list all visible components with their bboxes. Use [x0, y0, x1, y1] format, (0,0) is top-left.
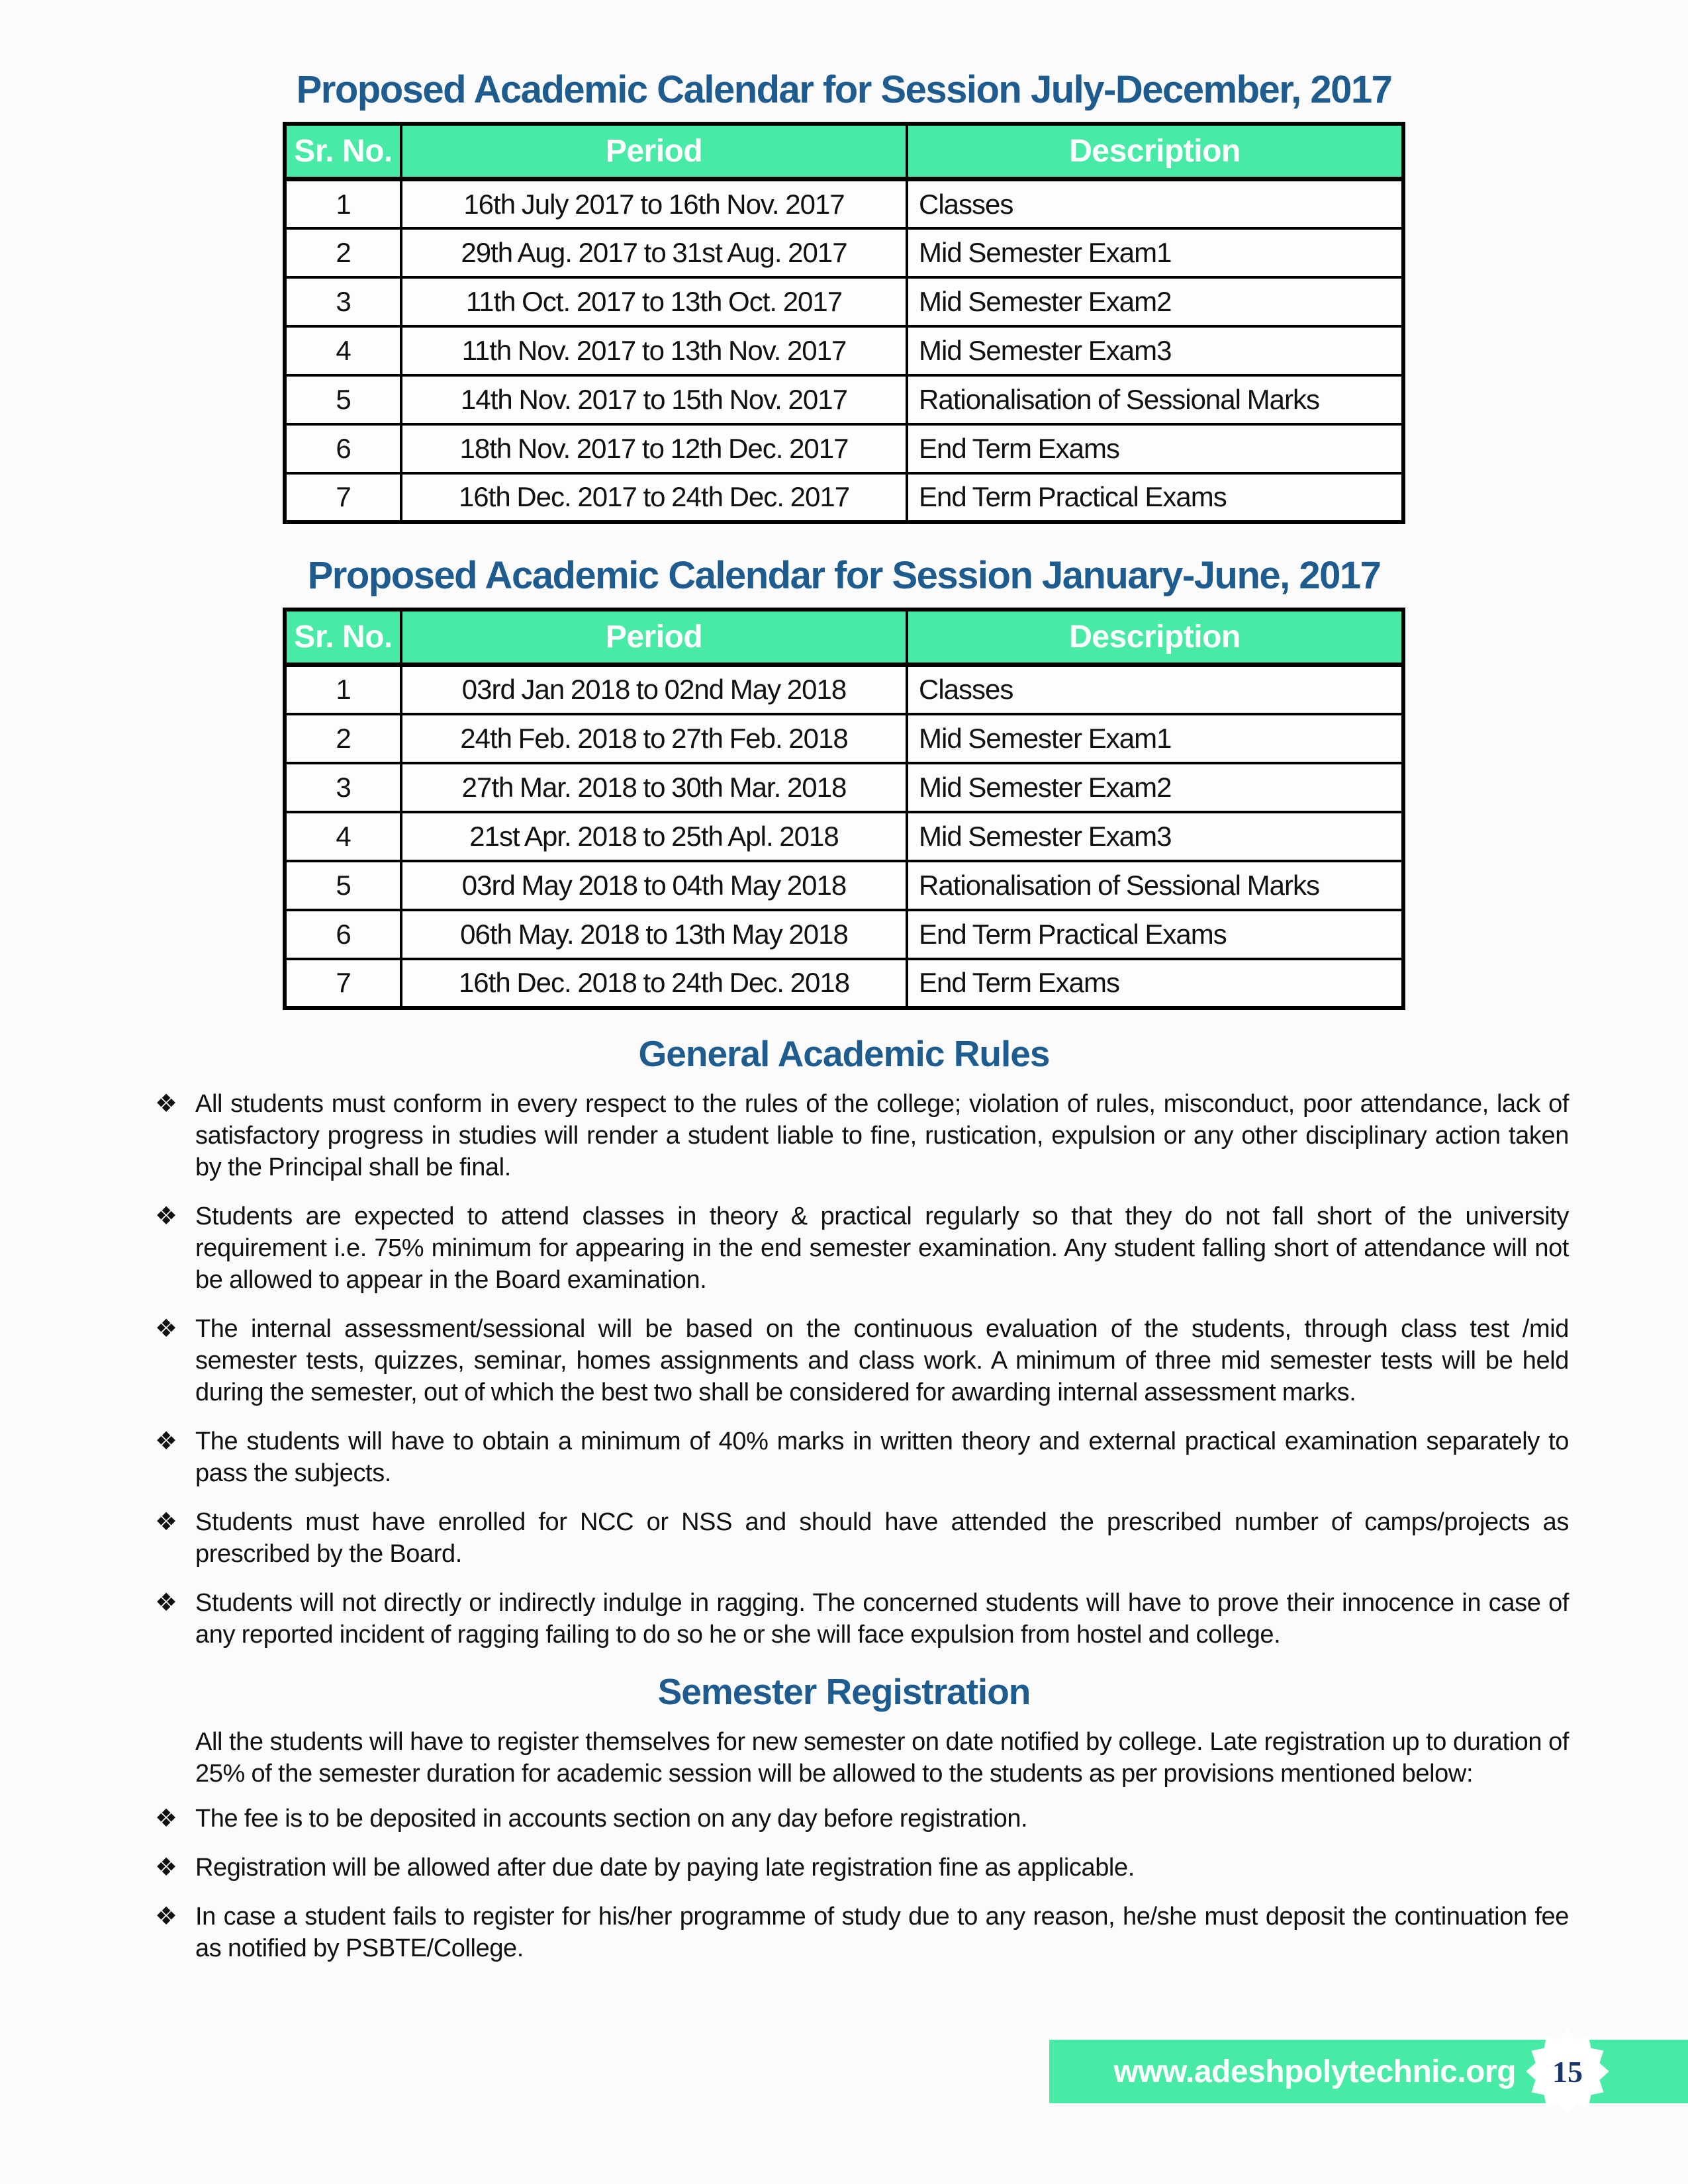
diamond-bullet-icon: ❖ — [154, 1508, 178, 1536]
diamond-bullet-icon: ❖ — [154, 1853, 178, 1882]
list-item — [142, 1803, 1569, 1835]
table-row — [285, 763, 1403, 812]
table-row — [285, 959, 1403, 1008]
table-body — [285, 179, 1403, 522]
sr-no-cell: 6 — [285, 424, 401, 473]
list-item — [142, 1852, 1569, 1884]
table-row — [285, 228, 1403, 277]
table-row — [285, 665, 1403, 714]
sr-no-cell: 3 — [285, 277, 401, 326]
sr-no-cell: 2 — [285, 228, 401, 277]
general-academic-rules-list — [142, 1088, 1569, 1651]
table-header-row — [285, 124, 1403, 179]
list-item — [142, 1088, 1569, 1183]
description-cell: Classes — [907, 179, 1403, 228]
description-cell: End Term Practical Exams — [907, 473, 1403, 522]
list-item-text: The internal assessment/sessional will be based on the continuous evaluation of the students, through class test /mid semester tests, quizzes, seminar, homes assignments and class work. A minimum of three mid semester tests will be held during the semester, out of which the best two shall be considered for awarding internal assessment marks. — [195, 1314, 1569, 1406]
sr-no-cell: 1 — [285, 179, 401, 228]
list-item — [142, 1201, 1569, 1296]
list-item-text: The students will have to obtain a minimum of 40% marks in written theory and external practical examination separately to pass the subjects. — [195, 1427, 1569, 1487]
table-row — [285, 714, 1403, 763]
calendar-table-january-june — [283, 608, 1405, 1010]
column-header-sr-no: Sr. No. — [285, 610, 401, 665]
period-cell: 16th Dec. 2017 to 24th Dec. 2017 — [401, 473, 907, 522]
diamond-bullet-icon: ❖ — [154, 1588, 178, 1617]
description-cell: End Term Exams — [907, 959, 1403, 1008]
period-cell: 06th May. 2018 to 13th May 2018 — [401, 910, 907, 959]
diamond-bullet-icon: ❖ — [154, 1314, 178, 1343]
period-cell: 03rd May 2018 to 04th May 2018 — [401, 861, 907, 910]
description-cell: Mid Semester Exam1 — [907, 228, 1403, 277]
period-cell: 03rd Jan 2018 to 02nd May 2018 — [401, 665, 907, 714]
diamond-bullet-icon: ❖ — [154, 1427, 178, 1455]
period-cell: 16th July 2017 to 16th Nov. 2017 — [401, 179, 907, 228]
column-header-period: Period — [401, 610, 907, 665]
diamond-bullet-icon: ❖ — [154, 1202, 178, 1230]
table-row — [285, 179, 1403, 228]
list-item-text: All students must conform in every respect to the rules of the college; violation of rules, misconduct, poor attendance, lack of satisfactory progress in studies will render a student liable to fine, rustication, expulsion or any other disciplinary action taken by the Principal shall be final. — [195, 1089, 1569, 1181]
list-item-text: The fee is to be deposited in accounts section on any day before registration. — [195, 1804, 1028, 1833]
section-title-general-academic-rules: General Academic Rules — [638, 1032, 1050, 1074]
table-row — [285, 910, 1403, 959]
rules-section — [142, 1088, 1569, 1651]
period-cell: 24th Feb. 2018 to 27th Feb. 2018 — [401, 714, 907, 763]
column-header-sr-no: Sr. No. — [285, 124, 401, 179]
list-item-text: Students will not directly or indirectly indulge in ragging. The concerned students will have to prove their innocence in case of any reported incident of ragging failing to do so he or she will face expulsion from hostel and college. — [195, 1588, 1569, 1649]
registration-intro-paragraph: All the students will have to register themselves for new semester on date notified by college. Late registration up to duration of 25% of the semester duration for academic session will be allowed to the students as per provisions mentioned below: — [195, 1727, 1569, 1788]
list-item-text: Students must have enrolled for NCC or NSS and should have attended the prescribed number of camps/projects as prescribed by the Board. — [195, 1508, 1569, 1568]
sr-no-cell: 7 — [285, 473, 401, 522]
diamond-bullet-icon: ❖ — [154, 1089, 178, 1118]
table-header-row — [285, 610, 1403, 665]
description-cell: Mid Semester Exam1 — [907, 714, 1403, 763]
sr-no-cell: 3 — [285, 763, 401, 812]
diamond-bullet-icon: ❖ — [154, 1902, 178, 1931]
description-cell: End Term Practical Exams — [907, 910, 1403, 959]
list-item-text: Registration will be allowed after due date by paying late registration fine as applicable. — [195, 1853, 1135, 1882]
list-item — [142, 1506, 1569, 1570]
list-item-text: In case a student fails to register for his/her programme of study due to any reason, he/she must deposit the continuation fee as notified by PSBTE/College. — [195, 1902, 1569, 1962]
calendar-title-july-december: Proposed Academic Calendar for Session July-December, 2017 — [296, 68, 1392, 111]
period-cell: 21st Apr. 2018 to 25th Apl. 2018 — [401, 812, 907, 861]
sr-no-cell: 4 — [285, 812, 401, 861]
table-row — [285, 277, 1403, 326]
period-cell: 11th Oct. 2017 to 13th Oct. 2017 — [401, 277, 907, 326]
period-cell: 27th Mar. 2018 to 30th Mar. 2018 — [401, 763, 907, 812]
sr-no-cell: 5 — [285, 861, 401, 910]
footer-bar — [1049, 2040, 1688, 2103]
table-row — [285, 473, 1403, 522]
table-row — [285, 812, 1403, 861]
description-cell: Mid Semester Exam3 — [907, 326, 1403, 375]
table-body — [285, 665, 1403, 1008]
calendar-table-july-december — [283, 122, 1405, 524]
sr-no-cell: 7 — [285, 959, 401, 1008]
calendar-title-january-june: Proposed Academic Calendar for Session January-June, 2017 — [307, 553, 1381, 597]
table-row — [285, 861, 1403, 910]
description-cell: Mid Semester Exam2 — [907, 277, 1403, 326]
description-cell: End Term Exams — [907, 424, 1403, 473]
sr-no-cell: 5 — [285, 375, 401, 424]
description-cell: Mid Semester Exam2 — [907, 763, 1403, 812]
list-item — [142, 1313, 1569, 1408]
page-number-badge — [1525, 2029, 1610, 2114]
semester-registration-list — [142, 1803, 1569, 1964]
page-number: 15 — [1552, 2054, 1583, 2089]
diamond-bullet-icon: ❖ — [154, 1804, 178, 1833]
description-cell: Mid Semester Exam3 — [907, 812, 1403, 861]
column-header-description: Description — [907, 610, 1403, 665]
period-cell: 14th Nov. 2017 to 15th Nov. 2017 — [401, 375, 907, 424]
sr-no-cell: 2 — [285, 714, 401, 763]
registration-section — [142, 1726, 1569, 1964]
list-item — [142, 1587, 1569, 1651]
website-link[interactable]: www.adeshpolytechnic.org — [1113, 2054, 1516, 2089]
sr-no-cell: 6 — [285, 910, 401, 959]
table-row — [285, 375, 1403, 424]
table-row — [285, 424, 1403, 473]
list-item — [142, 1426, 1569, 1489]
description-cell: Rationalisation of Sessional Marks — [907, 861, 1403, 910]
table-row — [285, 326, 1403, 375]
period-cell: 29th Aug. 2017 to 31st Aug. 2017 — [401, 228, 907, 277]
sr-no-cell: 4 — [285, 326, 401, 375]
period-cell: 16th Dec. 2018 to 24th Dec. 2018 — [401, 959, 907, 1008]
list-item-text: Students are expected to attend classes in theory & practical regularly so that they do not fall short of the university requirement i.e. 75% minimum for appearing in the end semester examination. Any student falling short of attendance will not be allowed to appear in the Board examination. — [195, 1202, 1569, 1294]
period-cell: 11th Nov. 2017 to 13th Nov. 2017 — [401, 326, 907, 375]
section-title-semester-registration: Semester Registration — [657, 1670, 1031, 1712]
description-cell: Classes — [907, 665, 1403, 714]
column-header-description: Description — [907, 124, 1403, 179]
sr-no-cell: 1 — [285, 665, 401, 714]
list-item — [142, 1901, 1569, 1964]
period-cell: 18th Nov. 2017 to 12th Dec. 2017 — [401, 424, 907, 473]
description-cell: Rationalisation of Sessional Marks — [907, 375, 1403, 424]
column-header-period: Period — [401, 124, 907, 179]
